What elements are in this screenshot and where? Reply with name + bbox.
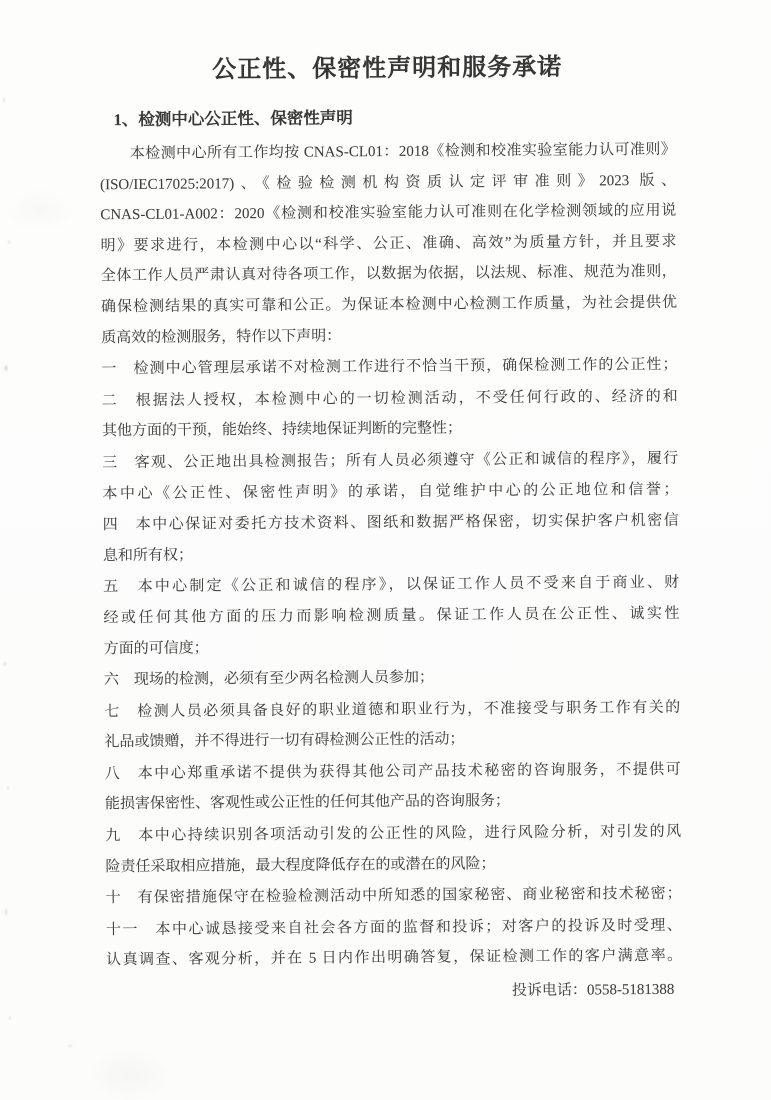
intro-paragraph: [100, 135, 678, 354]
text-line: 本检测中心所有工作均按 CNAS-CL01：2018《检测和校准实验室能力认可准则》: [129, 141, 676, 163]
statement-item: [105, 817, 681, 883]
statement-item: [106, 879, 682, 914]
text-line: 认真调查、客观分析，并在 5 日内作出明确答复，保证检测工作的客户满意率。: [106, 948, 683, 969]
statement-item: [106, 911, 682, 977]
statement-item: [104, 661, 680, 696]
statement-item: [101, 350, 677, 385]
statement-list: [101, 350, 682, 976]
text-line: 确保检测结果的真实可靠和公正。为保证本检测中心检测工作质量，为社会提供优: [100, 294, 678, 316]
text-line: 经或任何其他方面的压力而影响检测质量。保证工作人员在公正性、诚实性: [103, 605, 680, 627]
text-line: 方面的可信度；: [103, 639, 209, 657]
text-line: 三 客观、公正地出具检测报告；所有人员必须遵守《公正和诚信的程序》，履行: [102, 450, 679, 472]
text-line: 明》要求进行，本检测中心以“科学、公正、准确、高效”为质量方针，并且要求: [100, 233, 677, 255]
statement-item: [102, 381, 678, 447]
statement-item: [102, 444, 678, 510]
text-line: 本中心《公正性、保密性声明》的承诺，自觉维护中心的公正地位和信誉；: [102, 481, 679, 502]
text-line: 二 根据法人授权，本检测中心的一切检测活动，不受任何行政的、经济的和: [101, 388, 678, 410]
statement-item: [105, 755, 681, 821]
text-line: 全体工作人员严肃认真对待各项工作，以数据为依据，以法规、标准、规范为准则，: [100, 264, 677, 285]
text-line: 礼品或馈赠，并不得进行一切有碍检测公正性的活动；: [104, 731, 465, 751]
text-line: 能损害保密性、客观性或公正性的任何其他产品的咨询服务；: [104, 793, 511, 813]
text-line: 六 现场的检测，必须有至少两名检测人员参加；: [103, 669, 435, 689]
text-line: CNAS-CL01-A002：2020《检测和校准实验室能力认可准则在化学检测领域的应用说: [100, 202, 677, 224]
statement-item: [103, 506, 679, 572]
text-line: 十一 本中心诚恳接受来自社会各方面的监督和投诉；对客户的投诉及时受理、: [105, 917, 682, 939]
text-line: 一 检测中心管理层承诺不对检测工作进行不恰当干预，确保检测工作的公正性；: [101, 356, 678, 378]
text-line: (ISO/IEC17025:2017)、《检验检测机构资质认定评审准则》2023 版、: [100, 172, 677, 193]
text-line: 八 本中心郑重承诺不提供为获得其他公司产品技术秘密的咨询服务，不提供可: [104, 761, 681, 783]
document-content: [99, 46, 683, 1011]
text-line: 质高效的检测服务，特作以下声明：: [101, 327, 342, 346]
statement-item: [103, 568, 680, 664]
document-title: 公正性、保密性声明和服务承诺: [212, 54, 563, 84]
text-line: 五 本中心制定《公正和诚信的程序》，以保证工作人员不受来自于商业、财: [103, 575, 680, 596]
statement-item: [104, 692, 680, 758]
text-line: 七 检测人员必须具备良好的职业道德和职业行为，不准接受与职务工作有关的: [104, 699, 681, 720]
text-line: 险责任采取相应措施，最大程度降低存在的或潜在的风险；: [105, 855, 496, 875]
text-line: 九 本中心持续识别各项活动引发的公正性的风险，进行风险分析，对引发的风: [105, 823, 682, 845]
text-line: 其他方面的干预，能始终、持续地保证判断的完整性；: [101, 420, 463, 440]
text-line: 十 有保密措施保守在检验检测活动中所知悉的国家秘密、商业秘密和技术秘密；: [105, 885, 682, 907]
text-line: 息和所有权；: [102, 547, 194, 564]
complaint-phone-line: 投诉电话：0558-5181388: [511, 981, 675, 1000]
text-line: 四 本中心保证对委托方技术资料、图纸和数据严格保密，切实保护客户机密信: [102, 512, 679, 534]
section-heading: 1、检测中心公正性、保密性声明: [113, 108, 353, 130]
